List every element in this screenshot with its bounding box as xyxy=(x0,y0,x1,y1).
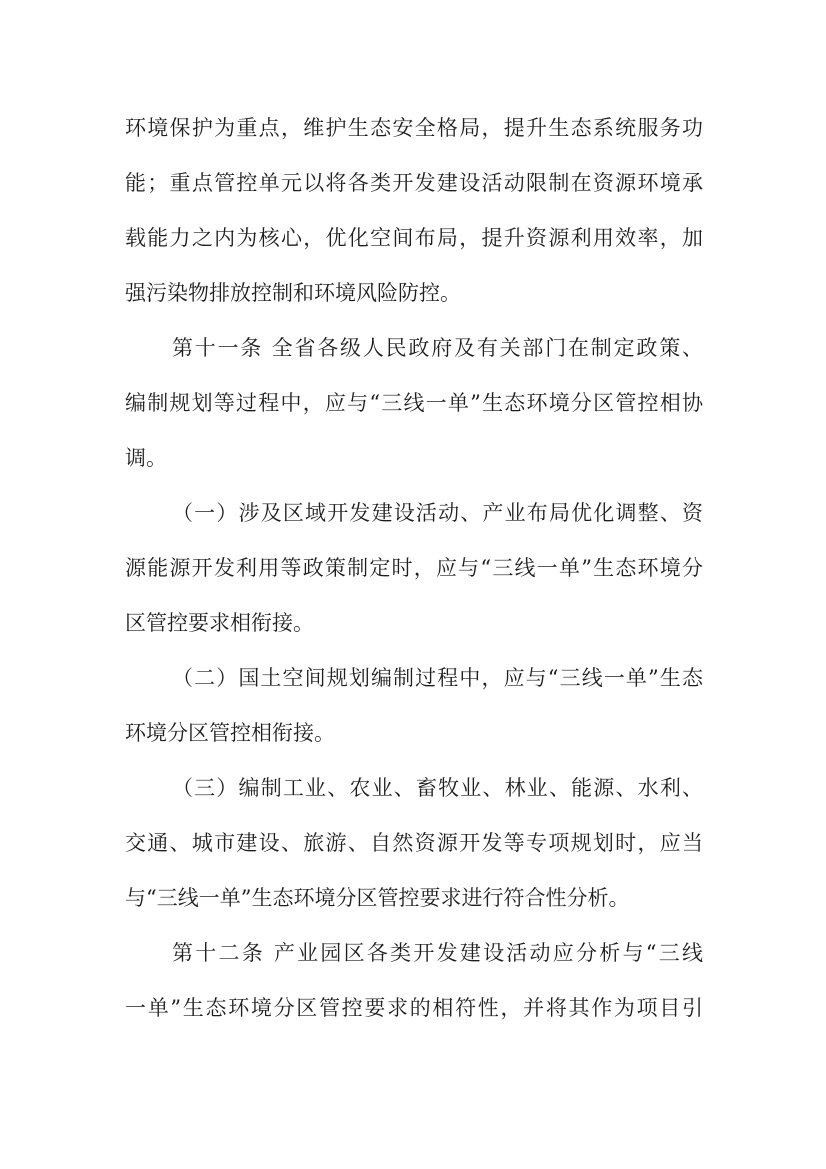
article-12-heading-line: 第十二条 产业园区各类开发建设活动应分析与“三线 xyxy=(172,941,703,965)
text-line: 一单”生态环境分区管控要求的相符性，并将其作为项目引 xyxy=(125,996,703,1020)
text-line: 交通、城市建设、旅游、自然资源开发等专项规划时，应当 xyxy=(125,831,703,855)
text-line: 区管控要求相衔接。 xyxy=(125,611,314,635)
clause-2-line: （二）国土空间规划编制过程中，应与“三线一单”生态 xyxy=(172,666,703,690)
clause-3-line: （三）编制工业、农业、畜牧业、林业、能源、水利、 xyxy=(172,776,703,800)
text-line: 与“三线一单”生态环境分区管控要求进行符合性分析。 xyxy=(125,886,630,910)
text-line: 载能力之内为核心，优化空间布局，提升资源利用效率，加 xyxy=(125,226,703,250)
clause-1-line: （一）涉及区域开发建设活动、产业布局优化调整、资 xyxy=(172,501,703,525)
text-line: 强污染物排放控制和环境风险防控。 xyxy=(125,281,461,305)
text-line: 编制规划等过程中，应与“三线一单”生态环境分区管控相协 xyxy=(125,391,703,415)
text-line: 调。 xyxy=(125,446,167,470)
text-line: 环境保护为重点，维护生态安全格局，提升生态系统服务功 xyxy=(125,116,703,140)
text-line: 能；重点管控单元以将各类开发建设活动限制在资源环境承 xyxy=(125,171,703,195)
text-line: 环境分区管控相衔接。 xyxy=(125,721,335,745)
text-line: 源能源开发利用等政策制定时，应与“三线一单”生态环境分 xyxy=(125,556,703,580)
article-11-heading-line: 第十一条 全省各级人民政府及有关部门在制定政策、 xyxy=(172,336,703,360)
